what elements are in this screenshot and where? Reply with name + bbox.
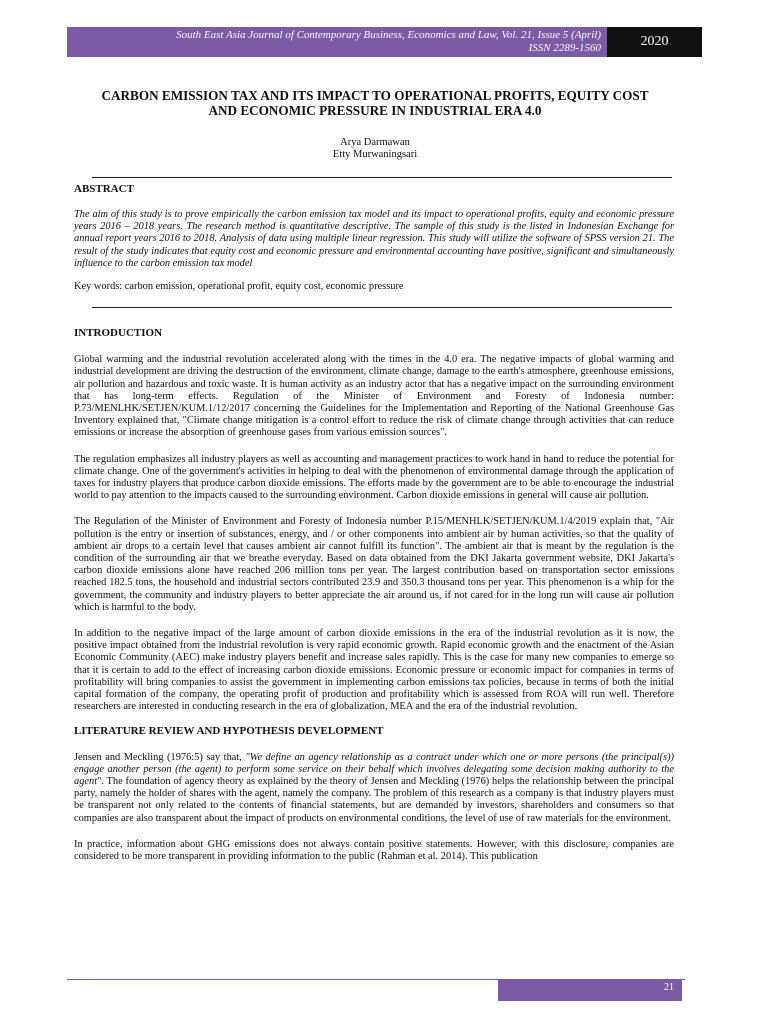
literature-paragraph — [74, 752, 674, 825]
literature-paragraph: In practice, information about GHG emissions does not always contain positive statements. However, with this disclosure, companies are considered to be more transparent in providing information to the public (Rahman et al. 2014). This publication — [74, 838, 674, 862]
literature-heading: LITERATURE REVIEW AND HYPOTHESIS DEVELOPMENT — [74, 724, 384, 737]
intro-paragraph: Global warming and the industrial revolution accelerated along with the times in the 4.0 era. The negative impacts of global warming and industrial development are driving the destruction of the environment, climate change, damage to the earth's atmosphere, greenhouse emissions, air pollution and hazardous and toxic waste. It is human activity as an industry actor that has a negative impact on the surrounding environment that has long-term effects. Regulation of the Minister of Environment and Foresty of Indonesia number: P.73/MENLHK/SETJEN/KUM.1/12/2017 concerning the Guidelines for the Implementation and Reporting of the National Greenhouse Gas Inventory explained that, "Climate change mitigation is a control effort to reduce the risk of climate change through activities that can reduce emissions or increase the absorption of greenhouse gases from various emission sources". — [74, 354, 674, 439]
keywords: Key words: carbon emission, operational profit, equity cost, economic pressure — [74, 281, 404, 293]
author-list — [70, 137, 680, 161]
agency-quote: "We define an agency relationship as a contract under which one or more persons (the principal(s)) engage another person (the agent) to perform some service on their behalf which involves delegating some decision making authority to the agent — [74, 751, 674, 787]
paper-title — [70, 88, 680, 118]
journal-issn: ISSN 2289-1560 — [528, 42, 601, 54]
journal-year: 2020 — [607, 27, 702, 57]
literature-lead: Jensen and Meckling (1976:5) say that, — [74, 751, 246, 763]
divider-top — [92, 177, 672, 178]
journal-header-band — [67, 27, 607, 57]
intro-paragraph: In addition to the negative impact of the large amount of carbon dioxide emissions in the era of the industrial revolution as it is now, the positive impact obtained from the industrial revolution is very rapid economic growth. Rapid economic growth and the enactment of the Asian Economic Community (AEC) make industry players benefit and increase sales rapidly. This is the case for many new companies to emerge so that it is certain to add to the effect of increasing carbon dioxide emissions. Economic pressure or economic impact for companies in terms of profitability will bring companies to assist the government in implementing carbon emissions tax policies, because in terms of both the initial capital formation of the company, the operating profit of production and profitability which is assessed from ROA will run well. Therefore researchers are interested in conducting research in the era of globalization, MEA and the era of the industrial revolution. — [74, 628, 674, 713]
page-content — [74, 183, 674, 863]
author-name: Arya Darmawan — [340, 137, 410, 148]
paper-title-line-1: CARBON EMISSION TAX AND ITS IMPACT TO OPERATIONAL PROFITS, EQUITY COST — [101, 88, 649, 103]
literature-rest: ". The foundation of agency theory as explained by the theory of Jensen and Meckling (1976) helps the relationship between the principal party, namely the holder of shares with the agent, namely the company. The problem of this research as a company is that industry players must be transparent not only related to the contents of financial statements, but are demanded by investors, shareholders and consumers so that companies are also transparent about the impact of products on environmental conditions, the level of use of raw materials for the environment. — [74, 775, 674, 824]
journal-name: South East Asia Journal of Contemporary Business, Economics and Law, Vol. 21, Issue 5 (April) — [176, 29, 601, 41]
paper-title-line-2: AND ECONOMIC PRESSURE IN INDUSTRIAL ERA 4.0 — [208, 103, 542, 118]
introduction-heading: INTRODUCTION — [74, 327, 163, 340]
intro-paragraph: The regulation emphasizes all industry players as well as accounting and management practices to work hand in hand to reduce the potential for climate change. One of the government's activities in helping to deal with the phenomenon of environmental damage through the application of taxes for industry players that produce carbon dioxide emissions. The efforts made by the government are to be able to encourage the industrial world to pay attention to the impacts caused to the surrounding environment. Carbon dioxide emissions in general will cause air pollution. — [74, 453, 674, 502]
abstract-heading: ABSTRACT — [74, 183, 134, 195]
page-number: 21 — [498, 980, 682, 1001]
author-name: Etty Murwaningsari — [332, 149, 418, 160]
abstract-text: The aim of this study is to prove empirically the carbon emission tax model and its impact to operational profits, equity and economic pressure years 2016 – 2018 years. The research method is quantitative descriptive. The sample of this study is the listed in Indonesian Exchange for annual report years 2016 to 2018. Analysis of data using multiple linear regression. This study will utilize the software of SPSS version 21. The result of the study indicates that equity cost and economic pressure and environmental accounting have positive, significant and simultaneously influence to the carbon emission tax model — [74, 209, 674, 269]
intro-paragraph: The Regulation of the Minister of Environment and Foresty of Indonesia number P.15/MENHLK/SETJEN/KUM.1/4/2019 explain that, "Air pollution is the entry or insertion of substances, energy, and / or other components into ambient air by human activities, so that the quality of ambient air drops to a certain level that causes ambient air cannot fulfill its function". The ambient air that is meant by the regulation is the condition of the surrounding air that we breathe everyday. Based on data obtained from the DKI Jakarta government website, DKI Jakarta's carbon dioxide emissions alone have reached 206 million tons per year. The largest contribution based on transportation sector emissions reached 182.5 tons, the household and industrial sectors contributed 23.9 and 350.3 thousand tons per year. This phenomenon is a whip for the government, the community and industry players to better appreciate the air around us, if not cared for in the long run will cause air pollution which is harmful to the body. — [74, 516, 674, 613]
